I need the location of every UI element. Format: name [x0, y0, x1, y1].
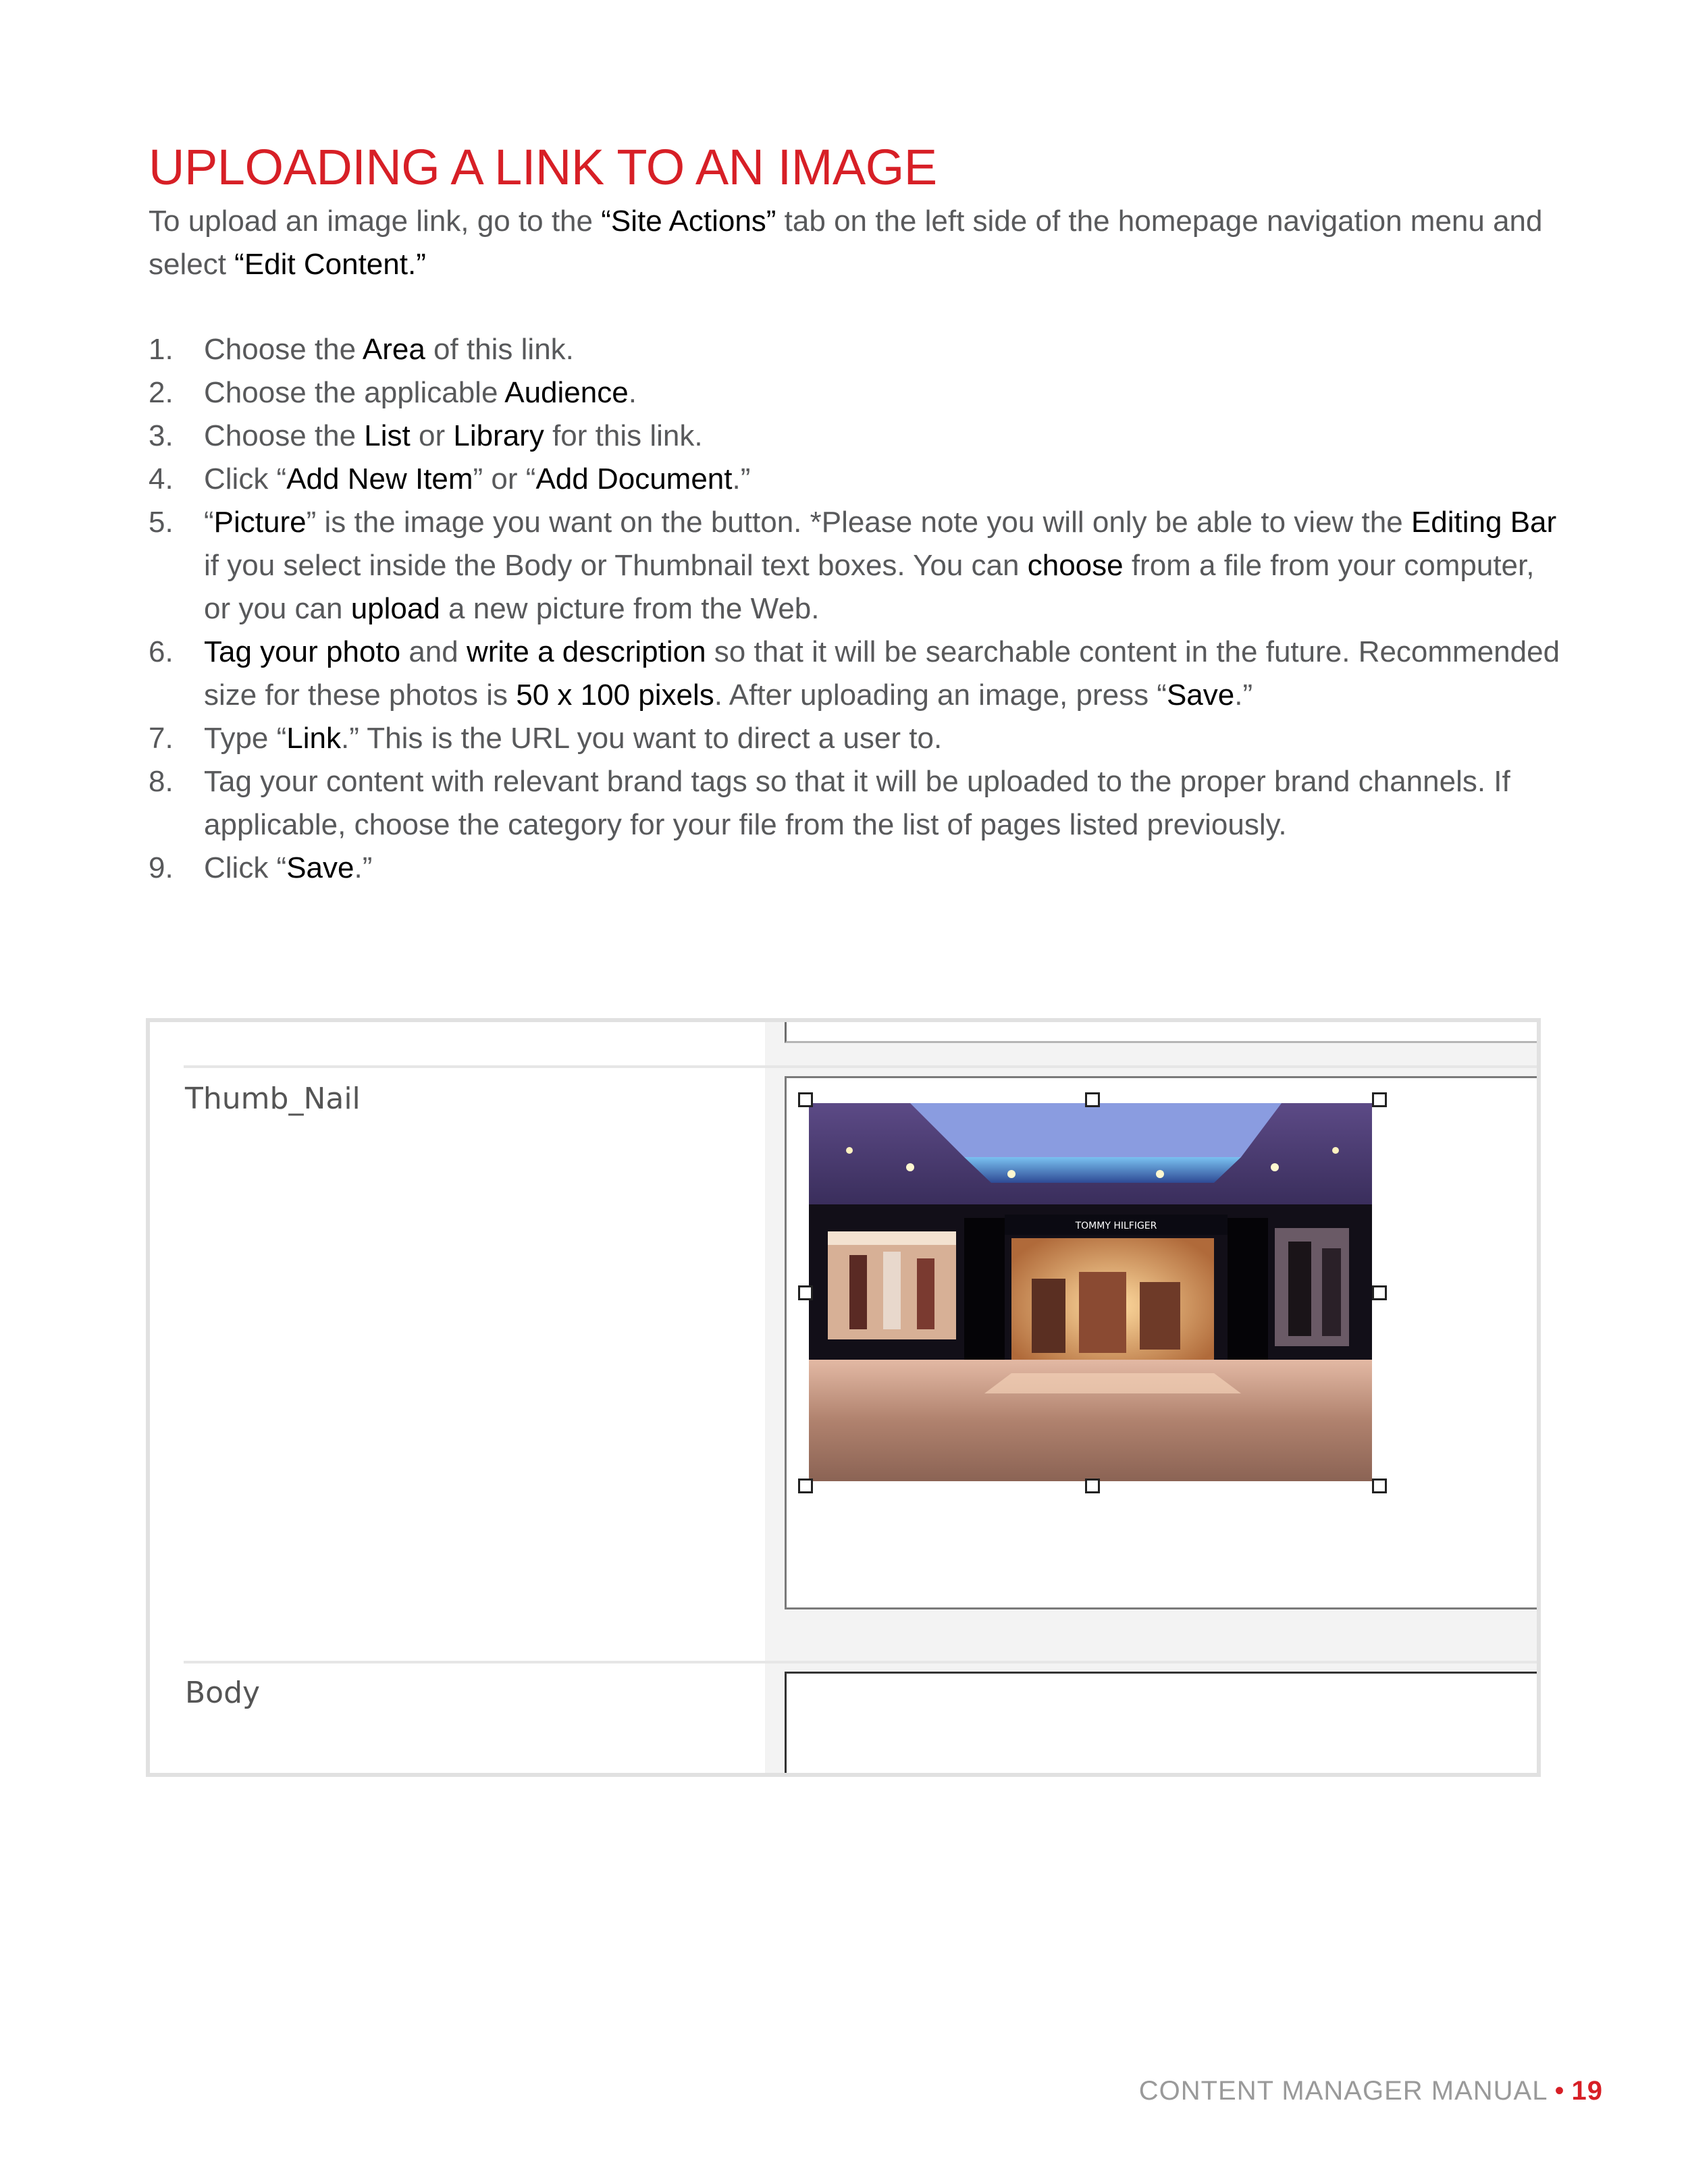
resize-handle-top-center[interactable] [1085, 1092, 1100, 1107]
step-number: 6. [149, 635, 174, 668]
step-number: 5. [149, 506, 174, 539]
page-title: UPLOADING A LINK TO AN IMAGE [149, 139, 937, 195]
resize-handle-bottom-center[interactable] [1085, 1479, 1100, 1493]
store-photo[interactable] [809, 1103, 1372, 1481]
step-number: 9. [149, 851, 174, 884]
steps-list [149, 328, 1566, 890]
step-item: 6. Tag your photo and write a description so that it will be searchable content in the future. Recommended size for these photos is 50 x 100 pixels. After uploading an image, press “Save.” [149, 631, 1566, 717]
row-divider [184, 1661, 1541, 1663]
page-footer [1139, 2076, 1603, 2106]
step-item: 3. Choose the List or Library for this link. [149, 415, 1566, 458]
previous-field-input[interactable] [785, 1022, 1541, 1043]
resize-handle-middle-left[interactable] [798, 1285, 813, 1300]
resize-handle-bottom-left[interactable] [798, 1479, 813, 1493]
step-item: 2. Choose the applicable Audience. [149, 371, 1566, 415]
resize-handle-top-right[interactable] [1372, 1092, 1387, 1107]
step-number: 7. [149, 722, 174, 755]
step-item: 7. Type “Link.” This is the URL you want to direct a user to. [149, 717, 1566, 760]
manual-name: CONTENT MANAGER MANUAL [1138, 2076, 1548, 2106]
edit-content-term: “Edit Content.” [234, 248, 426, 281]
step-item: 8. Tag your content with relevant brand tags so that it will be uploaded to the proper brand channels. If applicable, choose the category for your file from the list of pages listed previously. [149, 760, 1566, 847]
step-number: 1. [149, 333, 174, 366]
step-item: 4. Click “Add New Item” or “Add Document.” [149, 458, 1566, 501]
resize-handle-top-left[interactable] [798, 1092, 813, 1107]
resize-handle-middle-right[interactable] [1372, 1285, 1387, 1300]
body-editor[interactable] [785, 1672, 1541, 1777]
edit-form-screenshot [146, 1018, 1541, 1777]
step-number: 3. [149, 419, 174, 452]
intro-paragraph: To upload an image link, go to the “Site Actions” tab on the left side of the homepage navigation menu and select “Edit Content.” [149, 205, 1543, 281]
thumb-nail-label: Thumb_Nail [185, 1082, 361, 1116]
step-item: 5. “Picture” is the image you want on the button. *Please note you will only be able to view the Editing Bar if you select inside the Body or Thumbnail text boxes. You can choose from a file from your computer, or you can upload a new picture from the Web. [149, 501, 1566, 631]
step-item: 1. Choose the Area of this link. [149, 328, 1566, 371]
site-actions-term: “Site Actions” [601, 205, 776, 238]
step-number: 8. [149, 765, 174, 798]
step-item: 9. Click “Save.” [149, 847, 1566, 890]
step-number: 4. [149, 462, 174, 496]
row-divider [184, 1065, 1541, 1068]
body-label: Body [185, 1676, 261, 1710]
step-number: 2. [149, 376, 174, 409]
bullet-icon: • [1554, 2076, 1565, 2106]
resize-handle-bottom-right[interactable] [1372, 1479, 1387, 1493]
page-number: 19 [1571, 2076, 1603, 2106]
store-sign-text: TOMMY HILFIGER [1075, 1221, 1157, 1231]
